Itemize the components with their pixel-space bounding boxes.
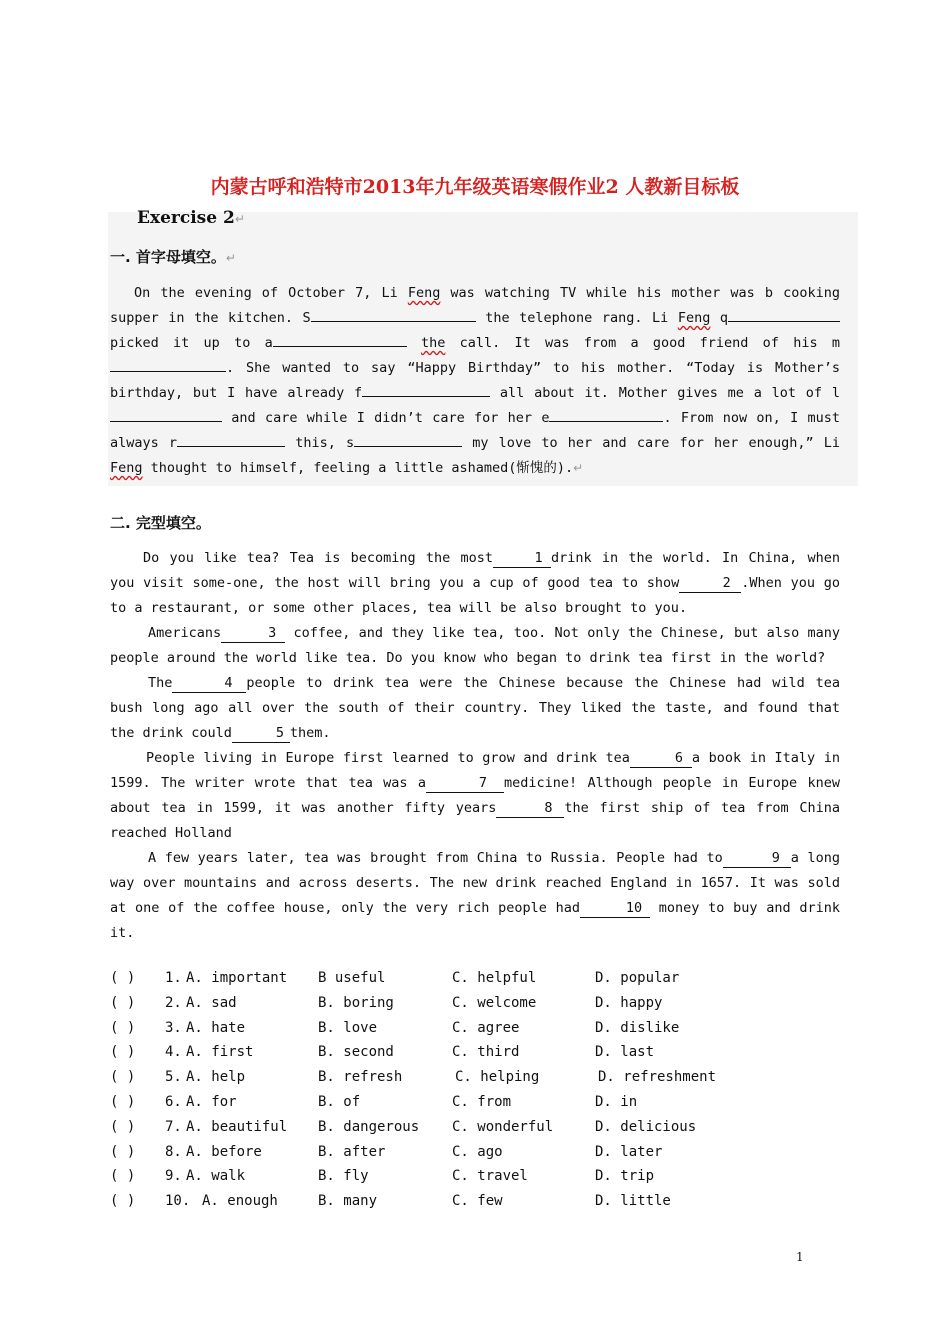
option-row [110, 1020, 850, 1045]
cloze-blank-4[interactable]: 4 [172, 674, 246, 693]
question-number: 8. [165, 1143, 182, 1160]
option-row [110, 970, 850, 995]
option-c: C. third [452, 1044, 520, 1061]
option-d: D. in [595, 1093, 638, 1110]
option-b: B. dangerous [318, 1118, 420, 1135]
question-number: 7. [165, 1118, 182, 1135]
option-d: D. happy [595, 994, 663, 1011]
fill-blank[interactable] [177, 431, 285, 447]
option-d: D. popular [595, 970, 680, 986]
passage-paragraph-1: Do you like tea? Tea is becoming the most 1 drink in the world. In China, when you visit some-one, the host will bring you a cup of good tea to show 2 .When you go to a restaurant, or some other places, tea will be also brought to you. [110, 550, 840, 616]
name-feng: Feng [407, 285, 441, 301]
option-d: D. dislike [595, 1019, 680, 1036]
fill-blank[interactable] [110, 356, 226, 372]
passage-paragraph-4: People living in Europe first learned to grow and drink tea 6 a book in Italy in 1599. The writer wrote that tea was a 7 medicine! Although people in Europe knew about tea in 1599, it was another fifty years 8 the first ship of tea from China reached Holland [110, 750, 841, 841]
answer-paren[interactable]: ( ) [110, 1143, 136, 1160]
answer-paren[interactable]: ( ) [110, 1044, 136, 1061]
question-number: 9. [165, 1168, 182, 1185]
fill-blank[interactable] [728, 306, 840, 322]
option-d: D. later [595, 1143, 663, 1160]
option-row [110, 1193, 850, 1218]
cloze-blank-5[interactable]: 5 [232, 724, 290, 743]
page-number: 1 [796, 1250, 804, 1264]
option-a: A. enough [202, 1193, 278, 1210]
option-a: A. first [186, 1044, 254, 1061]
option-d: D. last [595, 1044, 655, 1061]
section1-heading: 一. 首字母填空。↵ [110, 248, 236, 266]
question-number: 10. [165, 1193, 191, 1210]
page-title: 内蒙古呼和浩特市2013年九年级英语寒假作业2 人教新目标板 [210, 176, 740, 198]
section1-passage: On the evening of October 7, Li Feng was watching TV while his mother was b cooking supper in the kitchen. S the telephone rang. Li Feng q picked it up to a the call. It was from a good friend of his m. She wanted to say “Happy Birthday” to his mother. “Today is Mother’s birthday, but I have already f all about it. Mother gives me a lot of l and care while I didn’t care for her e . From now on, I must always r this, s my love to her and care for her enough,” Li Feng thought to himself, feeling a little ashamed(惭愧的).↵ [110, 285, 840, 476]
option-row [110, 995, 850, 1020]
option-row [110, 1144, 850, 1169]
option-c: C. welcome [452, 994, 537, 1011]
cloze-blank-6[interactable]: 6 [630, 749, 692, 768]
question-number: 4. [165, 1044, 182, 1061]
answer-paren[interactable]: ( ) [110, 1069, 136, 1086]
answer-paren[interactable]: ( ) [110, 1168, 136, 1185]
option-b: B. second [318, 1044, 394, 1061]
cloze-blank-9[interactable]: 9 [723, 849, 791, 868]
paragraph-mark: ↵ [225, 251, 236, 265]
section2-passage [110, 546, 840, 946]
question-number: 6. [165, 1093, 182, 1110]
cloze-blank-10[interactable]: 10 [580, 899, 650, 918]
cloze-blank-2[interactable]: 2 [679, 574, 741, 593]
answer-paren[interactable]: ( ) [110, 970, 136, 986]
passage-paragraph-2: Americans 3 coffee, and they like tea, too. Not only the Chinese, but also many people around the world like tea. Do you know who began to drink tea first in the world? [110, 625, 840, 666]
question-number: 2. [165, 994, 182, 1011]
option-row [110, 1119, 850, 1144]
paragraph-mark: ↵ [573, 461, 584, 475]
option-a: A. sad [186, 994, 237, 1011]
passage-paragraph-5: A few years later, tea was brought from China to Russia. People had to 9 a long way over mountains and across deserts. The new drink reached England in 1657. It was sold at one of the coffee house, only the very rich people had 10 money to buy and drink it. [110, 850, 841, 941]
option-a: A. walk [186, 1168, 246, 1185]
passage-paragraph-3: The 4 people to drink tea were the Chinese because the Chinese had wild tea bush long ago all over the south of their country. They liked the taste, and found that the drink could 5 them. [110, 675, 840, 741]
fill-blank[interactable] [110, 406, 222, 422]
paragraph-mark: ↵ [234, 212, 245, 226]
option-b: B. fly [318, 1168, 369, 1185]
section2-heading: 二. 完型填空。 [110, 514, 211, 532]
option-b: B. boring [318, 994, 394, 1011]
option-d: D. little [595, 1193, 671, 1210]
option-d: D. delicious [595, 1118, 697, 1135]
option-row [110, 1069, 850, 1094]
option-c: C. travel [452, 1168, 528, 1185]
fill-blank[interactable] [549, 406, 663, 422]
option-d: D. refreshment [598, 1069, 717, 1086]
option-d: D. trip [595, 1168, 655, 1185]
cloze-blank-3[interactable]: 3 [221, 624, 285, 643]
answer-paren[interactable]: ( ) [110, 1118, 136, 1135]
option-c: C. helping [455, 1069, 540, 1086]
question-number: 3. [165, 1019, 182, 1036]
option-b: B useful [318, 970, 386, 986]
option-row [110, 1094, 850, 1119]
fill-blank[interactable] [362, 381, 490, 397]
option-b: B. of [318, 1093, 361, 1110]
name-feng: Feng [677, 310, 711, 326]
option-row [110, 1044, 850, 1069]
option-row [110, 1168, 850, 1193]
answer-paren[interactable]: ( ) [110, 1093, 136, 1110]
option-c: C. agree [452, 1019, 520, 1036]
cloze-blank-1[interactable]: 1 [493, 549, 551, 568]
option-a: A. help [186, 1069, 246, 1086]
fill-blank[interactable] [311, 306, 476, 322]
cloze-blank-8[interactable]: 8 [496, 799, 564, 818]
option-b: B. love [318, 1019, 378, 1036]
option-a: A. before [186, 1143, 262, 1160]
answer-paren[interactable]: ( ) [110, 1193, 136, 1210]
option-b: B. refresh [318, 1069, 403, 1086]
name-feng: Feng [110, 460, 143, 476]
option-b: B. after [318, 1143, 386, 1160]
fill-blank[interactable] [273, 331, 407, 347]
question-number: 5. [165, 1069, 182, 1086]
option-c: C. helpful [452, 970, 537, 986]
cloze-blank-7[interactable]: 7 [426, 774, 504, 793]
options-list [110, 970, 850, 1218]
option-b: B. many [318, 1193, 378, 1210]
answer-paren[interactable]: ( ) [110, 1019, 136, 1036]
option-c: C. from [452, 1093, 512, 1110]
answer-paren[interactable]: ( ) [110, 994, 136, 1011]
option-c: C. wonderful [452, 1118, 554, 1135]
option-a: A. important [186, 970, 288, 986]
option-a: A. hate [186, 1019, 246, 1036]
word-the: the [420, 335, 446, 351]
exercise-label: Exercise 2↵ [137, 208, 245, 228]
fill-blank[interactable] [354, 431, 462, 447]
option-a: A. beautiful [186, 1118, 288, 1135]
option-c: C. few [452, 1193, 503, 1210]
question-number: 1. [165, 970, 182, 986]
option-a: A. for [186, 1093, 237, 1110]
option-c: C. ago [452, 1143, 503, 1160]
